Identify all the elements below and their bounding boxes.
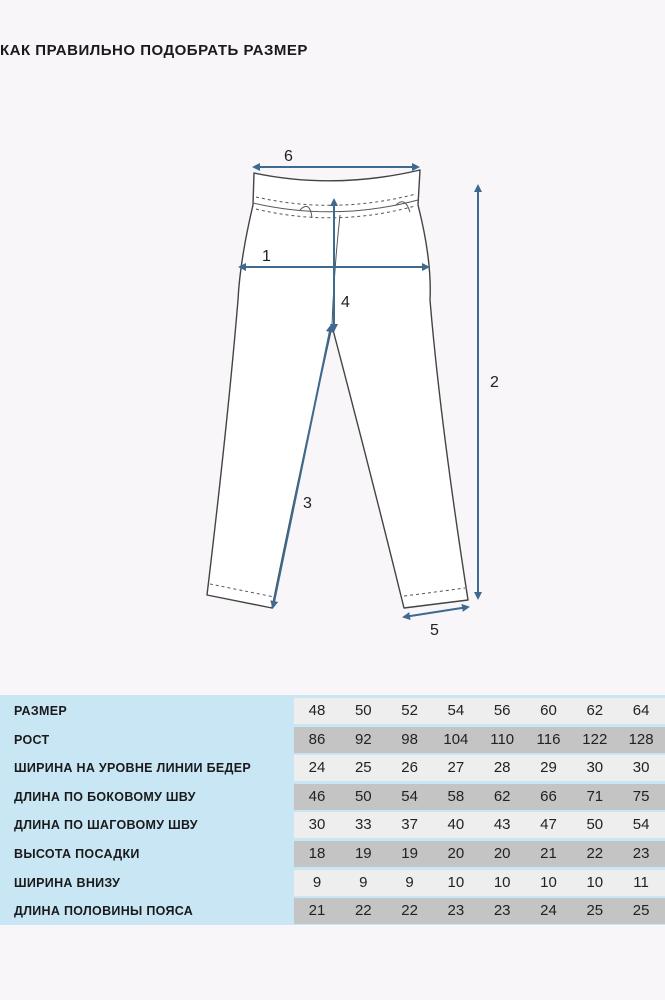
table-cell: 54 bbox=[447, 702, 465, 719]
table-cell: 66 bbox=[540, 787, 557, 805]
row-label: ДЛИНА ПО ШАГОВОМУ ШВУ bbox=[14, 818, 198, 833]
page-title: КАК ПРАВИЛЬНО ПОДОБРАТЬ РАЗМЕР bbox=[0, 42, 308, 59]
table-row bbox=[0, 727, 665, 753]
table-cell: 62 bbox=[493, 787, 511, 805]
table-cell: 48 bbox=[308, 702, 326, 719]
table-cell: 28 bbox=[493, 759, 511, 777]
table-row bbox=[0, 841, 665, 867]
table-cell: 37 bbox=[401, 816, 418, 834]
table-cell: 23 bbox=[447, 902, 465, 920]
table-cell: 71 bbox=[586, 787, 604, 805]
table-cell: 23 bbox=[493, 902, 511, 920]
table-cell: 25 bbox=[586, 902, 604, 920]
table-cell: 54 bbox=[401, 787, 418, 805]
label-6: 6 bbox=[284, 148, 293, 165]
table-cell: 60 bbox=[540, 702, 557, 719]
table-cell: 20 bbox=[493, 845, 511, 862]
table-cell: 18 bbox=[308, 845, 326, 862]
table-row bbox=[0, 870, 665, 896]
row-label: ВЫСОТА ПОСАДКИ bbox=[14, 847, 140, 861]
table-cell: 30 bbox=[586, 759, 604, 777]
arrow-5 bbox=[404, 607, 468, 617]
table-cell: 56 bbox=[493, 702, 511, 719]
row-label: ШИРИНА ВНИЗУ bbox=[14, 875, 121, 890]
label-2: 2 bbox=[490, 374, 499, 391]
table-cell: 86 bbox=[308, 730, 326, 748]
table-cell: 128 bbox=[628, 730, 654, 748]
size-table bbox=[0, 695, 665, 925]
row-label: ДЛИНА ПО БОКОВОМУ ШВУ bbox=[14, 789, 196, 804]
table-row bbox=[0, 698, 665, 724]
label-4: 4 bbox=[341, 294, 350, 311]
table-cell: 43 bbox=[493, 816, 511, 834]
label-1: 1 bbox=[262, 248, 271, 265]
table-cell: 23 bbox=[632, 845, 650, 862]
table-cell: 46 bbox=[308, 787, 326, 805]
table-cell: 24 bbox=[308, 759, 326, 777]
row-label: РАЗМЕР bbox=[14, 704, 67, 718]
table-cell: 122 bbox=[582, 730, 608, 748]
row-label: ШИРИНА НА УРОВНЕ ЛИНИИ БЕДЕР bbox=[14, 761, 251, 776]
table-cell: 22 bbox=[401, 902, 418, 920]
table-cell: 50 bbox=[586, 816, 604, 834]
table-cell: 27 bbox=[447, 759, 465, 777]
table-cell: 110 bbox=[490, 730, 515, 748]
label-5: 5 bbox=[430, 622, 439, 639]
table-cell: 52 bbox=[401, 702, 418, 719]
table-cell: 19 bbox=[354, 845, 372, 862]
table-cell: 64 bbox=[632, 702, 650, 719]
table-cell: 58 bbox=[447, 787, 465, 805]
table-cell: 24 bbox=[540, 902, 557, 920]
table-cell: 20 bbox=[447, 845, 465, 862]
table-cell: 10 bbox=[447, 873, 465, 891]
table-cell: 22 bbox=[354, 902, 372, 920]
table-cell: 29 bbox=[540, 759, 557, 777]
table-cell: 47 bbox=[540, 816, 557, 834]
table-cell: 21 bbox=[540, 845, 557, 862]
table-cell: 50 bbox=[354, 787, 372, 805]
table-row bbox=[0, 812, 665, 838]
label-3: 3 bbox=[303, 495, 312, 512]
table-cell: 26 bbox=[401, 759, 418, 777]
table-cell: 33 bbox=[354, 816, 372, 834]
row-label: РОСТ bbox=[14, 732, 50, 747]
table-row bbox=[0, 898, 665, 924]
table-cell: 40 bbox=[447, 816, 465, 834]
table-cell: 10 bbox=[586, 873, 604, 891]
table-cell: 9 bbox=[405, 873, 414, 891]
table-cell: 21 bbox=[308, 902, 326, 920]
table-cell: 92 bbox=[354, 730, 372, 748]
table-cell: 54 bbox=[632, 816, 650, 834]
table-cell: 116 bbox=[536, 730, 561, 748]
table-cell: 75 bbox=[632, 787, 650, 805]
table-cell: 62 bbox=[586, 702, 604, 719]
table-cell: 104 bbox=[443, 730, 469, 748]
table-cell: 50 bbox=[354, 702, 372, 719]
table-cell: 9 bbox=[312, 873, 322, 891]
table-cell: 9 bbox=[359, 873, 368, 891]
table-cell: 22 bbox=[586, 845, 604, 862]
row-label: ДЛИНА ПОЛОВИНЫ ПОЯСА bbox=[14, 904, 194, 919]
table-cell: 30 bbox=[308, 816, 326, 834]
table-cell: 11 bbox=[633, 873, 649, 891]
table-row bbox=[0, 784, 665, 810]
table-cell: 30 bbox=[632, 759, 650, 777]
table-cell: 10 bbox=[493, 873, 511, 891]
table-cell: 10 bbox=[540, 873, 557, 891]
table-cell: 25 bbox=[632, 902, 650, 920]
table-cell: 19 bbox=[401, 845, 418, 862]
table-row bbox=[0, 755, 665, 781]
table-cell: 98 bbox=[401, 730, 418, 748]
table-cell: 25 bbox=[354, 759, 372, 777]
